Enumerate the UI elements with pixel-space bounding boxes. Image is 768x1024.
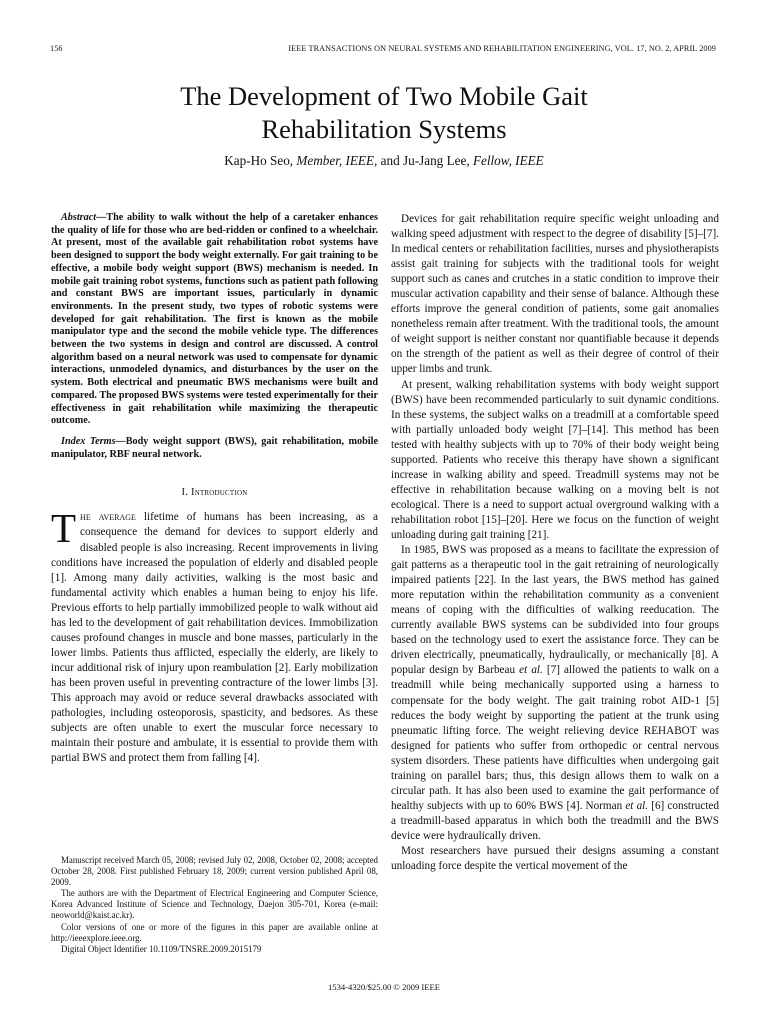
paragraph bbox=[391, 543, 719, 844]
paragraph: Most researchers have pursued their designs assuming a constant unloading force despite the vertical movement of the bbox=[391, 844, 719, 873]
footnotes bbox=[51, 855, 378, 955]
author-line bbox=[60, 153, 708, 169]
footnote-doi: Digital Object Identifier 10.1109/TNSRE.2009.2015179 bbox=[61, 943, 262, 954]
journal-name: IEEE TRANSACTIONS ON NEURAL SYSTEMS AND REHABILITATION ENGINEERING, VOL. 17, NO. 2, APRIL 2009 bbox=[288, 44, 716, 53]
author-1-role: Member, IEEE, bbox=[296, 153, 378, 168]
paragraph-text: [6] constructed a treadmill-based apparatus in which both the treadmill and the BWS device were hydraulically driven. bbox=[391, 799, 719, 842]
index-terms-lead: Index Terms bbox=[61, 435, 116, 447]
copyright-footer: 1534-4320/$25.00 © 2009 IEEE bbox=[327, 982, 441, 992]
left-column bbox=[51, 212, 378, 766]
et-al: et al. bbox=[519, 664, 543, 677]
footnote-manuscript: Manuscript received March 05, 2008; revised July 02, 2008, October 02, 2008; accepted October 28, 2008. First published February 18, 2009; current version published April 08, 2009. bbox=[51, 855, 378, 888]
right-column bbox=[391, 212, 719, 874]
footnote-color: Color versions of one or more of the figures in this paper are available online at http://ieeexplore.ieee.org. bbox=[51, 921, 378, 943]
index-terms: Index Terms—Body weight support (BWS), gait rehabilitation, mobile manipulator, RBF neural network. bbox=[51, 435, 378, 460]
page-number: 156 bbox=[50, 44, 63, 53]
title-line-1: The Development of Two Mobile Gait bbox=[180, 81, 588, 111]
paragraph: At present, walking rehabilitation systems with body weight support (BWS) have been recommended particularly to suit dynamic conditions. In these systems, the subject walks on a treadmill at a comfortable speed with partially unloaded body weight [7]–[14]. This method has been tested with healthy subjects with up to 70% of their body weight being supported. Patients who receive this therapy have shown a significant increase in walking ability and speed. Treadmill systems may not be effective in rehabilitation because walking on a moving belt is not ecological. There is a need to support actual overground walking with a rehabilitation robot [15]–[20]. Here we focus on the function of weight unloading during gait training [21]. bbox=[391, 378, 719, 541]
running-header bbox=[50, 44, 716, 58]
author-2-role: Fellow, IEEE bbox=[472, 153, 544, 168]
paragraph-text: In 1985, BWS was proposed as a means to facilitate the expression of gait patterns as a therapeutic tool in the gait retraining of neurologically impaired patients [22]. In the last years, the BWS method has gained more reputation within the rehabilitation community as a convenient means of coping with the difficulties of walking reeducation. The currently available BWS systems can be subdivided into four groups based on the technology used to exert the assistance force. They can be driven electrically, pneumatically, hydraulically, or mechanically [8]. A popular design by Barbeau bbox=[391, 544, 719, 677]
intro-first-word: he average bbox=[80, 511, 136, 524]
intro-paragraph bbox=[51, 505, 378, 766]
section-title: Introduction bbox=[190, 487, 248, 499]
author-and: and bbox=[380, 153, 400, 168]
paragraph-text: [7] allowed the patients to walk on a treadmill while being mechanically supported using a harness to compensate for the body weight. The gait training robot AID-1 [5] reduces the body weight by supporting the patient at the trunk using pneumatic lifting force. The weight relieving device REHABOT was designed for patients who suffer from orthopedic or central nervous system disorders. These patients have difficulties when undergoing gait training on parallel bars; thus, this design allows them to walk on a circular path. It has also been used to examine the gait performance of healthy subjects with up to 60% BWS [4]. Norman bbox=[391, 664, 719, 812]
author-1: Kap-Ho Seo, bbox=[224, 153, 294, 168]
abstract-text: The ability to walk without the help of a caretaker enhances the quality of life for those who are bed-ridden or confined to a wheelchair. At present, most of the available gait rehabilitation robot systems have been designed to support the body weight externally. For gait training to be effective, a mobile body weight support (BWS) mechanism is needed. In mobile gait training robot systems, functions such as patient path following and constant BWS are important issues, particularly in dynamic environments. In the present study, two types of robotic systems were developed for gait rehabilitation. The first is known as the mobile manipulator type and the second the mobile vehicle type. The differences between the two systems in design and control are discussed. A control algorithm based on a neural network was used to compensate for dynamic interactions, unmodeled dynamics, and disturbances by the user on the system. Both electrical and pneumatic BWS mechanisms were built and compared. The proposed BWS systems were tested experimentally for their effectiveness in gait rehabilitation while maximizing the therapeutic outcome. bbox=[51, 212, 378, 427]
paper-title bbox=[60, 80, 708, 146]
paragraph: Devices for gait rehabilitation require specific weight unloading and walking speed adjustment with respect to the degree of disability [5]–[7]. In medical centers or rehabilitation facilities, nurses and physiotherapists assist gait training for subjects with the traditional tools for weight support such as canes and crutches in a static condition to improve their muscular activation capability and their sense of balance. Although these efforts improve the general condition of patients, some gait anomalies nonetheless remain after treatment. With the traditional tools, the amount of weight support is neither constant nor quantifiable because it depends on the strength of the patient as well as their degree of control of their upper limbs and trunk. bbox=[391, 213, 719, 376]
section-heading bbox=[51, 485, 378, 500]
title-line-2: Rehabilitation Systems bbox=[261, 114, 507, 144]
abstract: Abstract—The ability to walk without the help of a caretaker enhances the quality of life for those who are bed-ridden or confined to a wheelchair. At present, most of the available gait rehabilitation robot systems have been designed to support the body weight externally. For gait training to be effective, a mobile body weight support (BWS) mechanism is needed. In mobile gait training robot systems, functions such as patient path following and constant BWS are important issues, particularly in dynamic environments. In the present study, two types of robotic systems were developed for gait rehabilitation. The first is known as the mobile manipulator type and the second the mobile vehicle type. The differences between the two systems in design and control are discussed. A control algorithm based on a neural network was used to compensate for dynamic interactions, unmodeled dynamics, and disturbances by the user on the system. Both electrical and pneumatic BWS mechanisms were built and compared. The proposed BWS systems were tested experimentally for their effectiveness in gait rehabilitation while maximizing the therapeutic outcome. bbox=[51, 212, 378, 427]
section-number: I. bbox=[181, 487, 189, 499]
author-2: Ju-Jang Lee, bbox=[402, 153, 470, 168]
abstract-lead: Abstract bbox=[61, 212, 97, 223]
intro-text: lifetime of humans has been increasing, as a consequence the demand for devices to support elderly and disabled people is also increasing. Recent improvements in living conditions have increased the population of elderly and disabled people [1]. Among many daily activities, walking is the most basic and fundamental activity which enables a human being to enjoy his life. Previous efforts to help partially immobilized people to walk without aid has led to the development of gait rehabilitation devices. Immobilization causes profound changes in muscle and bone masses, particularly in the lower limbs. Patients thus afflicted, especially the elderly, are likely to incur additional risk of injury upon reambulation [2]. Early mobilization has been proven useful in preventing contracture of the lower limbs [3]. This approach may avoid or reduce several drawbacks associated with pathologies, including osteoporosis, spasticity, and bedsores. As these subjects are often unable to exert the muscular force necessary to maintain their posture and ambulate, it is essential to provide them with partial BWS and protect them from falling [4]. bbox=[51, 511, 378, 765]
index-terms-text: Body weight support (BWS), gait rehabilitation, mobile manipulator, RBF neural network. bbox=[51, 435, 378, 460]
footnote-affiliation: The authors are with the Department of Electrical Engineering and Computer Science, Korea Advanced Institute of Science and Technology, Daejon 305-701, Korea (e-mail: neoworld@kaist.ac.kr). bbox=[51, 888, 378, 921]
et-al: et al. bbox=[625, 799, 649, 812]
drop-cap: T bbox=[51, 505, 77, 552]
